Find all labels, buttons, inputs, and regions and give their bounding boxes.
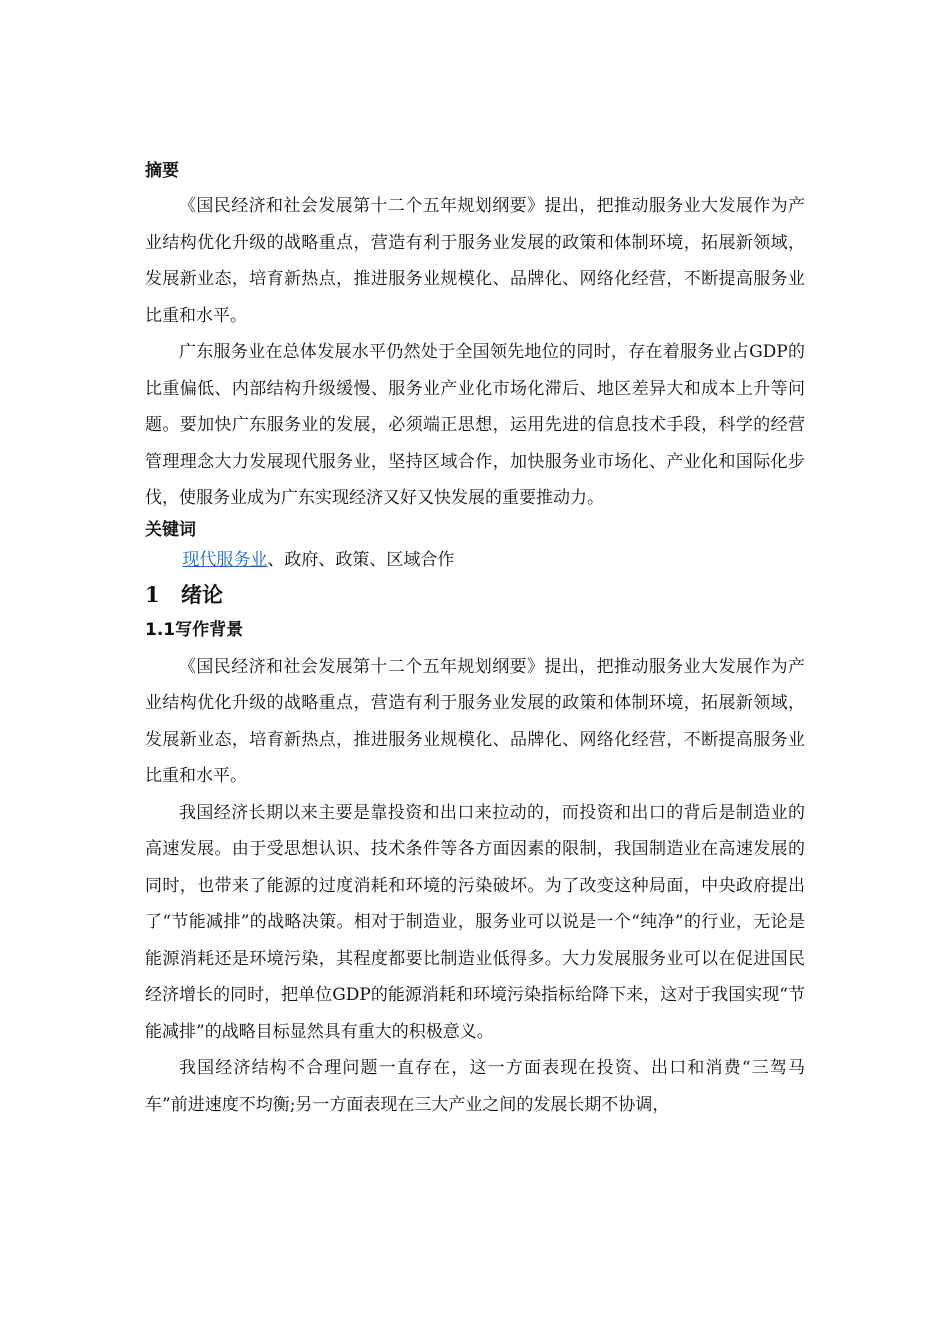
document-body <box>145 158 805 1123</box>
abstract-paragraph-2: 广东服务业在总体发展水平仍然处于全国领先地位的同时，存在着服务业占GDP的比重偏低、内部结构升级缓慢、服务业产业化市场化滞后、地区差异大和成本上升等问题。要加快广东服务业的发展，必须端正思想，运用先进的信息技术手段，科学的经营管理理念大力发展现代服务业，坚持区域合作，加快服务业市场化、产业化和国际化步伐，使服务业成为广东实现经济又好又快发展的重要推动力。 <box>145 342 805 508</box>
section-heading: 1.1写作背景 <box>145 619 244 640</box>
section-paragraph-1: 《国民经济和社会发展第十二个五年规划纲要》提出，把推动服务业大发展作为产业结构优化升级的战略重点，营造有利于服务业发展的政策和体制环境，拓展新领域，发展新业态，培育新热点，推进服务业规模化、品牌化、网络化经营，不断提高服务业比重和水平。 <box>145 656 805 786</box>
keywords-heading: 关键词 <box>145 519 196 540</box>
keywords-line <box>145 543 805 577</box>
keyword-link[interactable]: 现代服务业 <box>182 549 268 570</box>
abstract-heading: 摘要 <box>145 161 179 181</box>
abstract-paragraph-1: 《国民经济和社会发展第十二个五年规划纲要》提出，把推动服务业大发展作为产业结构优化升级的战略重点，营造有利于服务业发展的政策和体制环境，拓展新领域，发展新业态，培育新热点，推进服务业规模化、品牌化、网络化经营，不断提高服务业比重和水平。 <box>145 196 805 326</box>
chapter-number: 1 <box>145 581 160 607</box>
chapter-title: 绪论 <box>181 581 223 607</box>
chapter-heading <box>145 577 805 613</box>
section-paragraph-2: 我国经济长期以来主要是靠投资和出口来拉动的，而投资和出口的背后是制造业的高速发展。由于受思想认识、技术条件等各方面因素的限制，我国制造业在高速发展的同时，也带来了能源的过度消耗和环境的污染破坏。为了改变这种局面，中央政府提出了“节能减排”的战略决策。相对于制造业，服务业可以说是一个“纯净”的行业，无论是能源消耗还是环境污染，其程度都要比制造业低得多。大力发展服务业可以在促进国民经济增长的同时，把单位GDP的能源消耗和环境污染指标给降下来，这对于我国实现“节能减排”的战略目标显然具有重大的积极意义。 <box>145 802 805 1042</box>
keywords-rest: 、政府、政策、区域合作 <box>267 549 455 570</box>
section-paragraph-3: 我国经济结构不合理问题一直存在，这一方面表现在投资、出口和消费“三驾马车”前进速度不均衡;另一方面表现在三大产业之间的发展长期不协调， <box>145 1058 805 1115</box>
